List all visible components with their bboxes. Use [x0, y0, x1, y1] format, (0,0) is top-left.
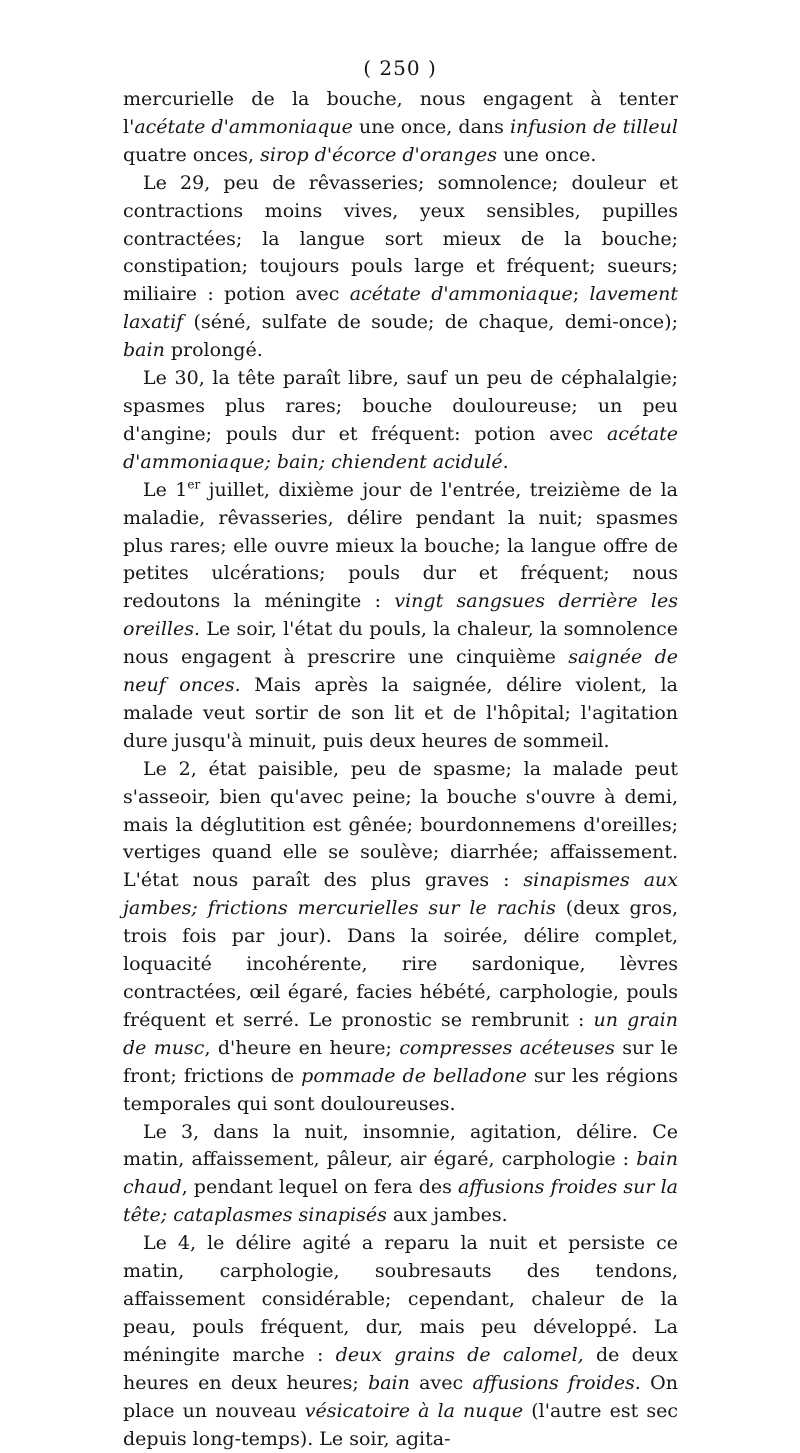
text-run: (deux gros, trois fois par jour). Dans la soirée, délire complet, loquacité incohérente, rire sardonique, lèvres contractées, œil égaré, facies hébété, carphologie, pouls fréquent et serré. Le pronostic se rembrunit :: [123, 897, 678, 1031]
text-run: sur les régions temporales qui sont douloureuses.: [123, 1064, 678, 1115]
text-run: Le 29, peu de rêvasseries; somnolence; douleur et contractions moins vives, yeux sensibles, pupilles contractées; la langue sort mieux de la bouche; constipation; toujours pouls large et fréquent; sueurs; miliaire : potion avec: [123, 171, 678, 306]
text-run: (séné, sulfate de soude; de chaque, demi-once);: [183, 311, 678, 334]
paragraph: [123, 477, 678, 756]
text-run: ;: [572, 283, 590, 306]
paragraph: [123, 756, 678, 1119]
italic-text: un grain de musc: [123, 1008, 678, 1059]
italic-text: affusions froides sur la tête; cataplasmes sinapisés: [123, 1176, 678, 1227]
text-run: mercurielle de la bouche, nous engagent à tenter l': [123, 88, 678, 138]
italic-text: vingt sangsues derrière les oreilles.: [123, 590, 678, 641]
text-run: On place un nouveau: [123, 1371, 678, 1422]
paragraph: [123, 365, 678, 477]
italic-text: acétate d'ammoniaque; bain; chiendent acidulé.: [123, 422, 678, 473]
paragraph: [123, 1230, 678, 1453]
text-run: (l'autre est sec depuis long-temps). Le soir, agita-: [123, 1399, 678, 1450]
italic-text: vésicatoire à la nuque: [304, 1399, 524, 1422]
italic-text: deux grains de calomel,: [335, 1343, 584, 1366]
text-run: Le 2, état paisible, peu de spasme; la malade peut s'asseoir, bien qu'avec peine; la bouche s'ouvre à demi, mais la déglutition est gênée; bourdonnemens d'oreilles; vertiges quand elle se soulève; diarrhée; affaissement. L'état nous paraît des plus graves :: [123, 757, 678, 892]
italic-text: acétate d'ammoniaque: [134, 115, 353, 138]
italic-text: bain: [368, 1371, 410, 1394]
text-run: prolongé.: [164, 339, 263, 362]
text-run: une once, dans: [352, 115, 510, 138]
italic-text: affusions froides.: [472, 1371, 641, 1394]
text-run: Le 1: [143, 478, 188, 501]
text-run: Mais après la saignée, délire violent, la malade veut sortir de son lit et de l'hôpital; l'agitation dure jusqu'à minuit, puis deux heures de sommeil.: [123, 674, 679, 752]
italic-text: acétate d'ammoniaque: [349, 283, 573, 306]
page-number: ( 250 ): [363, 56, 437, 80]
italic-text: lavement laxatif: [123, 283, 678, 334]
text-run: aux jambes.: [386, 1204, 508, 1227]
text-run: de deux heures en deux heures;: [123, 1343, 678, 1394]
italic-text: compresses acéteuses: [399, 1036, 615, 1059]
text-run: une once.: [497, 143, 597, 166]
text-run: Le 30, la tête paraît libre, sauf un peu de céphalalgie; spasmes plus rares; bouche douloureuse; un peu d'angine; pouls dur et fréquent: potion avec: [123, 367, 678, 445]
italic-text: sinapismes aux jambes; frictions mercurielles sur le rachis: [123, 869, 678, 920]
text-run: juillet, dixième jour de l'entrée, treizième de la maladie, rêvasseries, délire pendant la nuit; spasmes plus rares; elle ouvre mieux la bouche; la langue offre de petites ulcérations; pouls dur et fréquent; nous redoutons la méningite :: [123, 478, 678, 613]
paragraph: [123, 86, 678, 170]
text-run: quatre onces,: [123, 143, 261, 166]
text-run: , d'heure en heure;: [204, 1036, 400, 1059]
italic-text: pommade de belladone: [301, 1064, 527, 1087]
paragraph: [123, 170, 678, 365]
text-run: Le soir, l'état du pouls, la chaleur, la somnolence nous engagent à prescrire une cinquième: [123, 618, 678, 669]
italic-text: infusion de tilleul: [509, 115, 678, 138]
body-text: [123, 86, 678, 1453]
italic-text: saignée de neuf onces.: [123, 646, 678, 697]
text-run: Le 3, dans la nuit, insomnie, agitation, délire. Ce matin, affaissement, pâleur, air égaré, carphologie :: [123, 1120, 678, 1171]
superscript-text: er: [187, 477, 201, 492]
paragraph: [123, 1119, 678, 1231]
text-run: avec: [409, 1371, 473, 1394]
italic-text: bain chaud: [123, 1148, 678, 1199]
italic-text: sirop d'écorce d'oranges: [260, 143, 498, 166]
text-run: Le 4, le délire agité a reparu la nuit et persiste ce matin, carphologie, soubresauts des tendons, affaissement considérable; cependant, chaleur de la peau, pouls fréquent, dur, mais peu développé. La méningite marche :: [123, 1232, 678, 1366]
text-run: , pendant lequel on fera des: [181, 1176, 459, 1199]
text-run: sur le front; frictions de: [123, 1036, 678, 1087]
italic-text: bain: [123, 339, 165, 362]
